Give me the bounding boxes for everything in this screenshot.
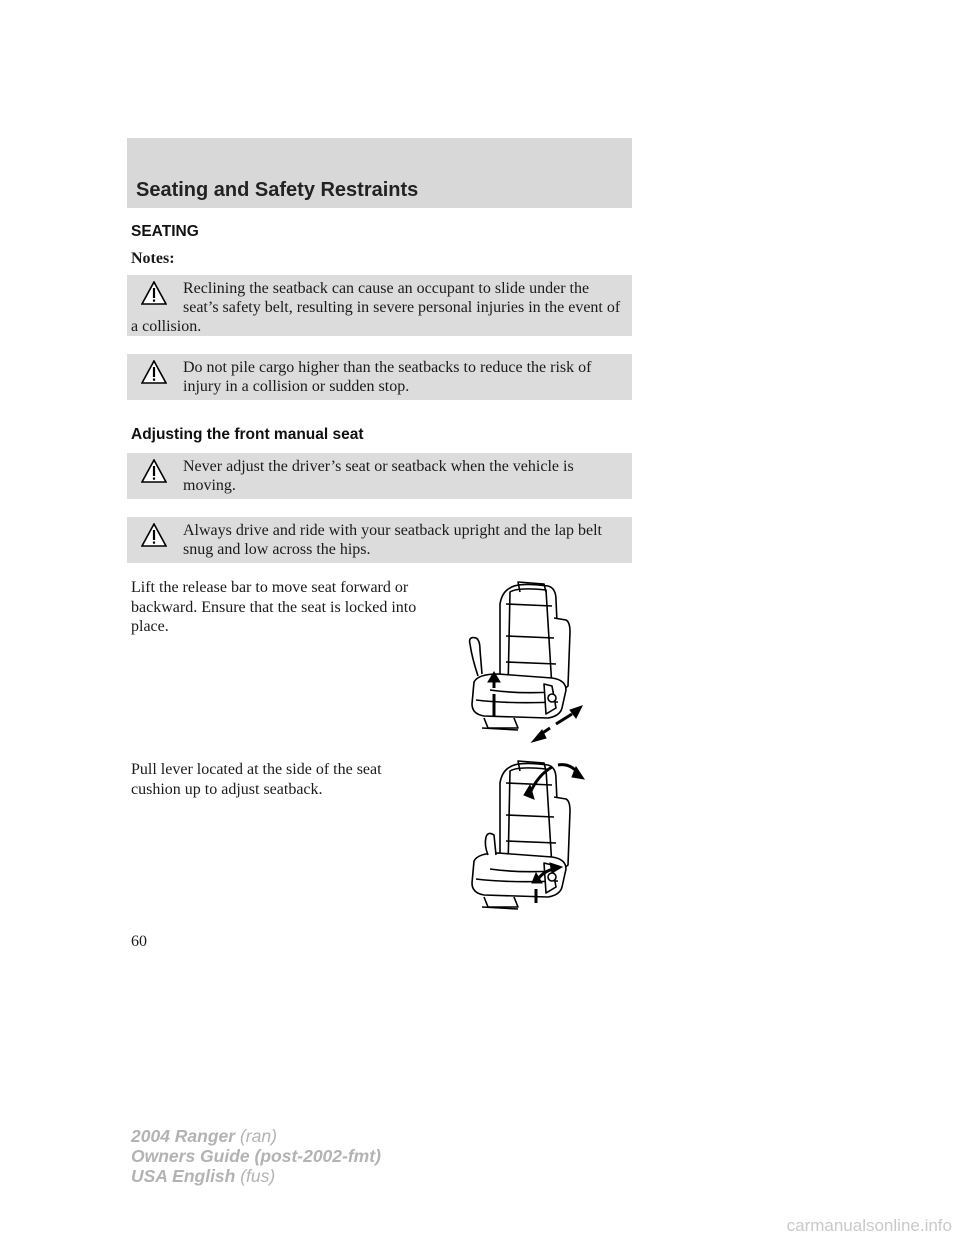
footer-language-code: (fus) <box>240 1166 276 1186</box>
page-number: 60 <box>131 933 147 950</box>
warning-triangle-icon <box>141 523 167 547</box>
warning-box <box>127 275 632 336</box>
warning-text: Do not pile cargo higher than the seatbacks to reduce the risk of injury in a collision or sudden stop. <box>183 359 592 395</box>
page-header-title: Seating and Safety Restraints <box>136 179 419 201</box>
seat-recline-illustration <box>448 755 588 923</box>
instruction-recline-seat: Pull lever located at the side of the seat cushion up to adjust seatback. <box>131 761 382 798</box>
warning-box <box>127 517 632 563</box>
warning-box <box>127 453 632 499</box>
section-heading: SEATING <box>131 223 199 240</box>
footer-line-model <box>131 1126 381 1146</box>
notes-label: Notes: <box>131 250 175 267</box>
document-footer <box>131 1126 381 1186</box>
warning-triangle-icon <box>141 360 167 384</box>
instruction-slide-seat: Lift the release bar to move seat forward or backward. Ensure that the seat is locked into place. <box>131 579 417 635</box>
footer-model: 2004 Ranger <box>131 1126 236 1146</box>
footer-guide: Owners Guide (post-2002-fmt) <box>131 1146 381 1166</box>
watermark: carmanualsonline.info <box>786 1216 952 1235</box>
footer-line-guide <box>131 1146 381 1166</box>
seat-slide-illustration <box>448 578 588 746</box>
subsection-heading: Adjusting the front manual seat <box>131 426 364 443</box>
footer-line-language <box>131 1166 381 1186</box>
footer-model-code: (ran) <box>239 1126 277 1146</box>
warning-text: Reclining the seatback can cause an occupant to slide under the seat’s safety belt, resulting in severe personal injuries in the event of a collision. <box>131 280 621 335</box>
warning-box <box>127 354 632 400</box>
footer-language: USA English <box>131 1166 236 1186</box>
warning-triangle-icon <box>141 281 167 305</box>
warning-triangle-icon <box>141 459 167 483</box>
warning-text: Always drive and ride with your seatback upright and the lap belt snug and low across the hips. <box>183 522 602 558</box>
warning-text: Never adjust the driver’s seat or seatback when the vehicle is moving. <box>183 458 574 494</box>
header-bar <box>127 138 632 208</box>
